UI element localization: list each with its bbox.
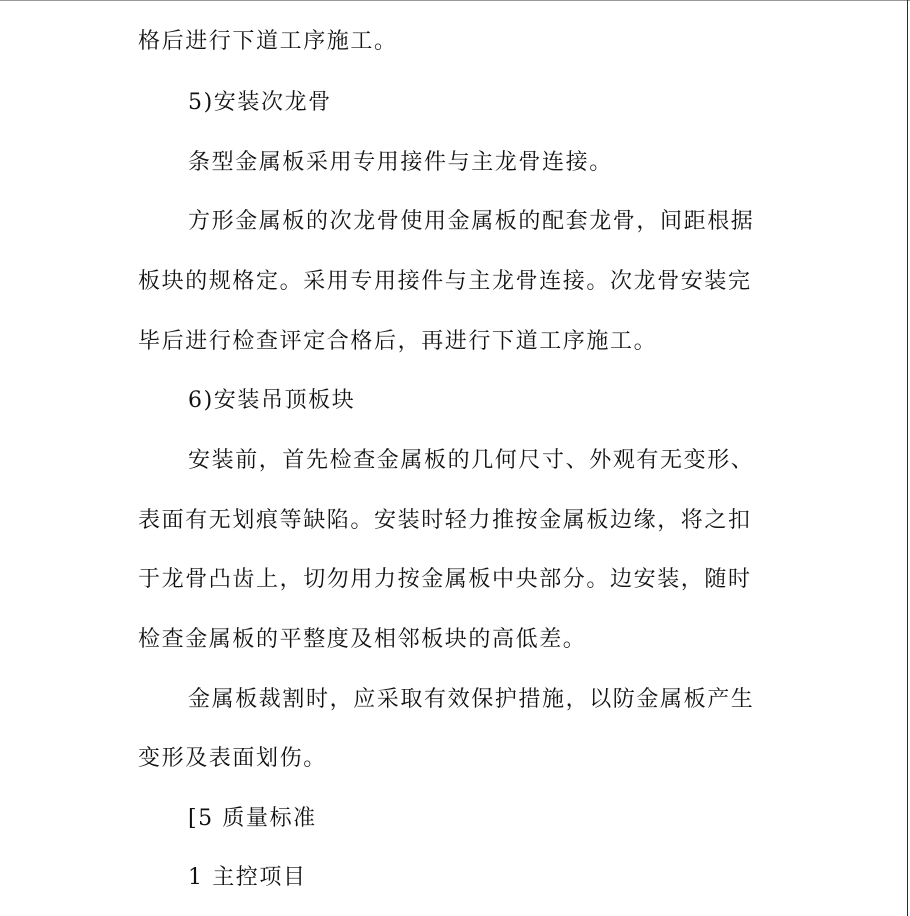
text-line-3: 条型金属板采用专用接件与主龙骨连接。 [188,150,613,175]
text-line-9: 表面有无划痕等缺陷。安装时轻力推按金属板边缘，将之扣 [138,508,752,533]
section-heading-main-control-items: 1 主控项目 [188,865,307,890]
text-line-11: 检查金属板的平整度及相邻板块的高低差。 [138,627,587,652]
text-line-8: 安装前，首先检查金属板的几何尺寸、外观有无变形、 [188,448,755,473]
text-line-13: 变形及表面划伤。 [138,746,327,771]
text-line-4: 方形金属板的次龙骨使用金属板的配套龙骨，间距根据 [188,209,755,234]
text-line-10: 于龙骨凸齿上，切勿用力按金属板中央部分。边安装，随时 [138,567,752,592]
subheading-install-secondary-keel: 5)安装次龙骨 [188,90,332,115]
section-heading-quality-standard: [5 质量标准 [188,806,317,831]
text-line-1: 格后进行下道工序施工。 [138,29,398,54]
page-right-border [907,0,908,916]
text-line-12: 金属板裁割时，应采取有效保护措施，以防金属板产生 [188,687,755,712]
subheading-install-ceiling-panels: 6)安装吊顶板块 [188,388,356,413]
text-line-6: 毕后进行检查评定合格后，再进行下道工序施工。 [138,329,658,354]
page-top-border [0,0,910,1]
text-line-5: 板块的规格定。采用专用接件与主龙骨连接。次龙骨安装完 [138,269,752,294]
